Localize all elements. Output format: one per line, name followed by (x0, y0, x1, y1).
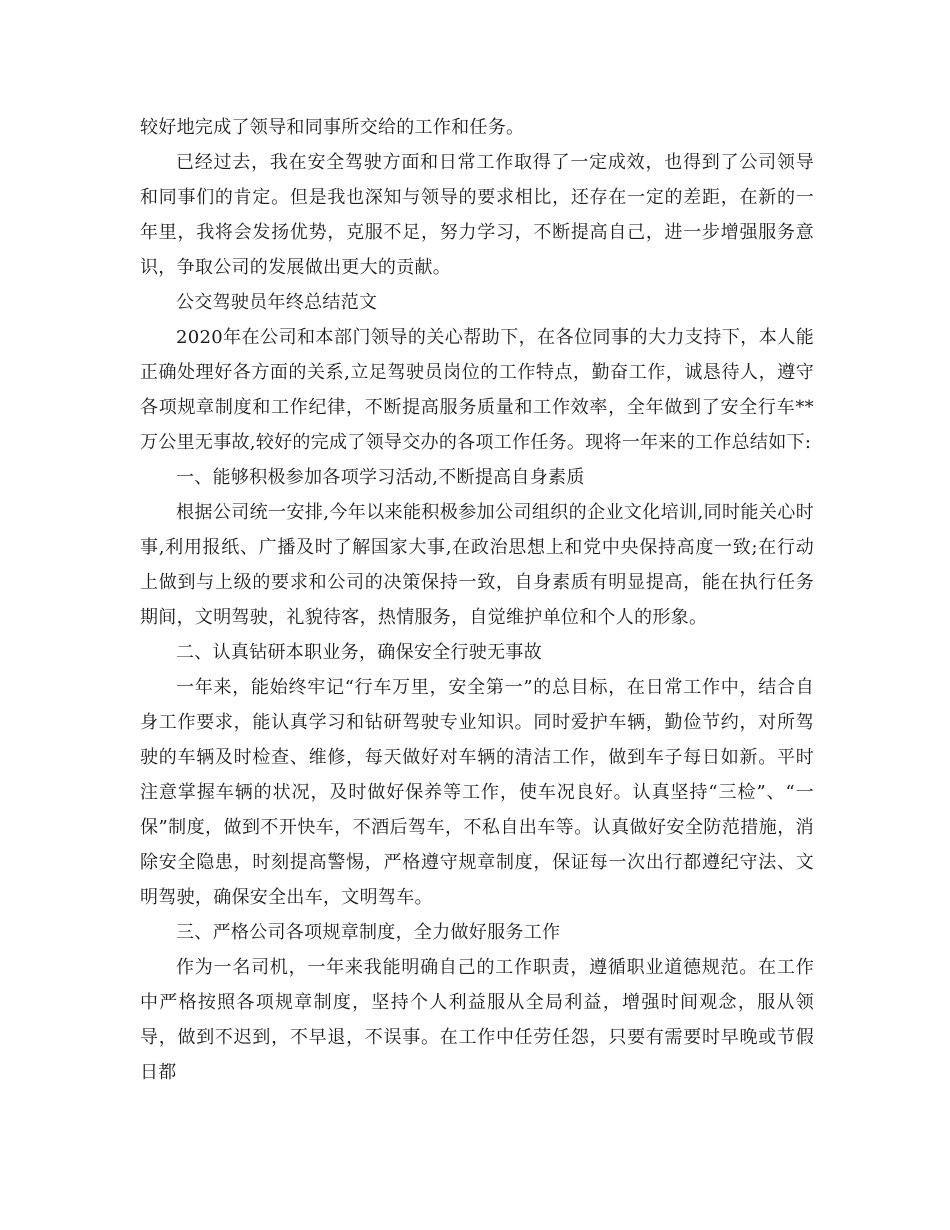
paragraph-continuation: 较好地完成了领导和同事所交给的工作和任务。 (140, 117, 525, 138)
heading-one: 一、能够积极参加各项学习活动,不断提高自身素质 (176, 467, 585, 488)
paragraph-study: 根据公司统一安排,今年以来能积极参加公司组织的企业文化培训,同时能关心时事,利用报纸、广播及时了解国家大事,在政治思想上和党中央保持高度一致;在行动上做到与上级的要求和公司的决策保持一致，自身素质有明显提高，能在执行任务期间，文明驾驶，礼貌待客，热情服务，自觉维护单位和个人的形象。 (140, 502, 814, 628)
paragraph-safety: 一年来，能始终牢记“行车万里，安全第一”的总目标，在日常工作中，结合自身工作要求，能认真学习和钻研驾驶专业知识。同时爱护车辆，勤俭节约，对所驾驶的车辆及时检查、维修，每天做好对车辆的清洁工作，做到车子每日如新。平时注意掌握车辆的状况，及时做好保养等工作，使车况良好。认真坚持“三检”、“一保”制度，做到不开快车，不酒后驾车，不私自出车等。认真做好安全防范措施，消除安全隐患，时刻提高警惕，严格遵守规章制度，保证每一次出行都遵纪守法、文明驾驶，确保安全出车，文明驾车。 (140, 677, 814, 908)
paragraph-summary: 已经过去，我在安全驾驶方面和日常工作取得了一定成效，也得到了公司领导和同事们的肯定。但是我也深知与领导的要求相比，还存在一定的差距，在新的一年里，我将会发扬优势，克服不足，努力学习，不断提高自己，进一步增强服务意识，争取公司的发展做出更大的贡献。 (140, 152, 814, 278)
heading-two: 二、认真钻研本职业务，确保安全行驶无事故 (176, 642, 542, 663)
section-title: 公交驾驶员年终总结范文 (176, 292, 378, 313)
paragraph-intro: 2020年在公司和本部门领导的关心帮助下，在各位同事的大力支持下，本人能正确处理好各方面的关系,立足驾驶员岗位的工作特点，勤奋工作，诚恳待人，遵守各项规章制度和工作纪律，不断提高服务质量和工作效率，全年做到了安全行车**万公里无事故,较好的完成了领导交办的各项工作任务。现将一年来的工作总结如下: (140, 327, 814, 453)
paragraph-service: 作为一名司机，一年来我能明确自己的工作职责，遵循职业道德规范。在工作中严格按照各项规章制度，坚持个人利益服从全局利益，增强时间观念，服从领导，做到不迟到，不早退，不误事。在工作中任劳任怨，只要有需要时早晚或节假日都 (140, 957, 814, 1083)
heading-three: 三、严格公司各项规章制度，全力做好服务工作 (176, 922, 561, 943)
document-body (140, 110, 814, 1090)
